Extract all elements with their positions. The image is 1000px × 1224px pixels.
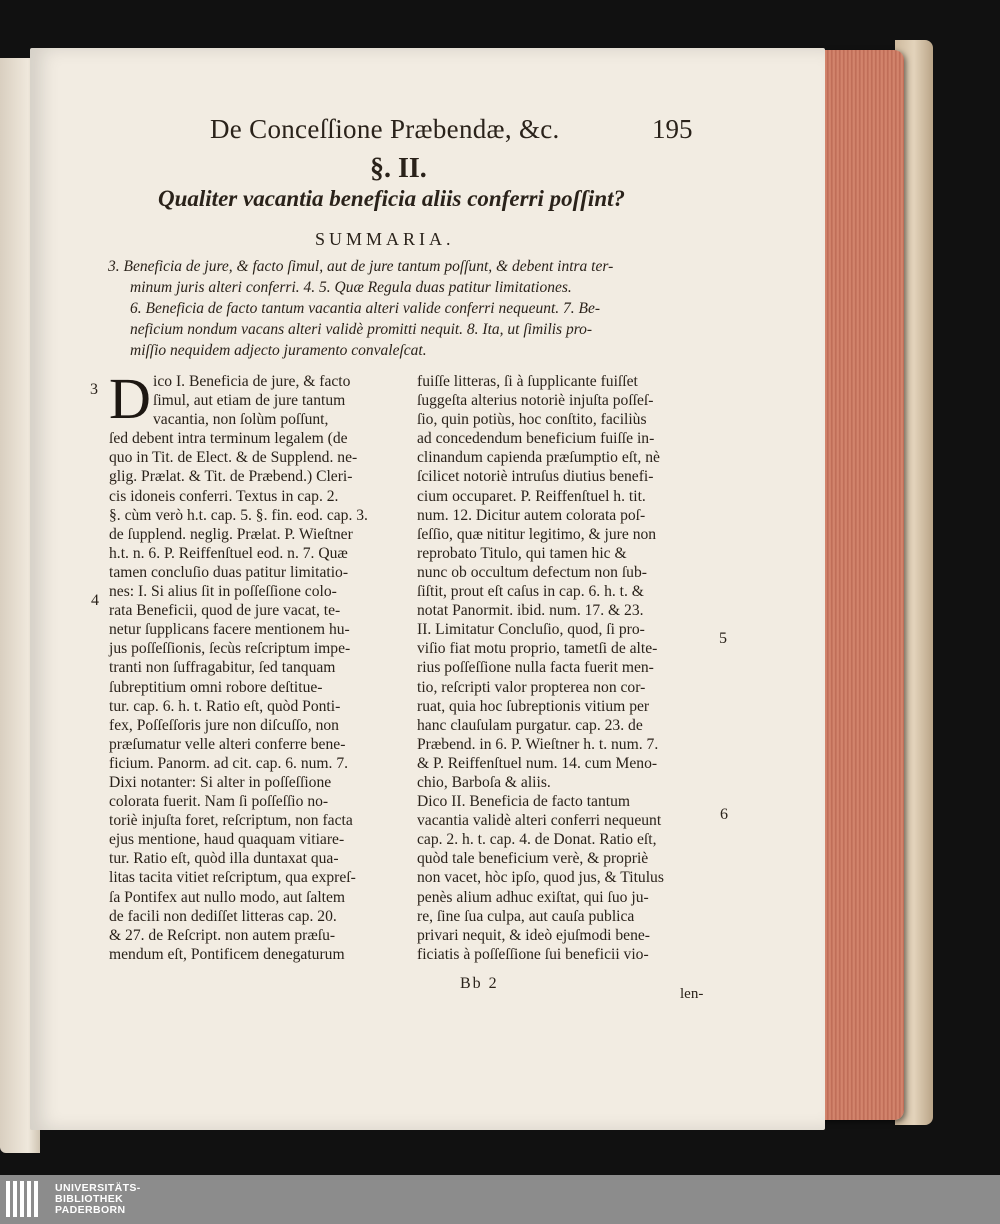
right-column <box>417 372 712 964</box>
text-line: jus poſſeſſionis, ſecùs reſcriptum impe- <box>109 640 351 658</box>
text-line: glig. Prælat. & Tit. de Præbend.) Cleri- <box>109 468 353 486</box>
text-line: toriè injuſta foret, reſcriptum, non facta <box>109 812 353 830</box>
text-line: ſa Pontifex aut nullo modo, aut ſaltem <box>109 888 346 906</box>
summary-line: miſſio nequidem adjecto juramento convaleſcat. <box>130 342 427 359</box>
library-banner <box>0 1175 1000 1224</box>
text-line: fex, Poſſeſſoris jure non diſcuſſo, non <box>109 716 339 734</box>
text-line: mendum eſt, Pontificem denegaturum <box>109 945 345 963</box>
library-name-line: UNIVERSITÄTS- <box>55 1182 141 1194</box>
text-line: netur ſupplicans facere mentionem hu- <box>109 621 350 639</box>
page-number: 195 <box>652 114 693 144</box>
text-line: num. 12. Dicitur autem colorata poſ- <box>417 506 646 524</box>
margin-number: 6 <box>720 806 728 823</box>
text-line: præſumatur velle alteri conferre bene- <box>109 735 346 753</box>
text-line: ſuggeſta alterius notoriè injuſta poſſeſ- <box>417 392 654 410</box>
text-line: & P. Reiffenſtuel num. 14. cum Meno- <box>417 754 658 772</box>
summary-line: neficium nondum vacans alteri validè promitti nequit. 8. Ita, ut ſimilis pro- <box>130 321 593 338</box>
running-header: De Conceſſione Præbendæ, &c. <box>210 114 560 144</box>
text-line: ſeſſio, quæ nititur legitimo, & jure non <box>417 525 657 543</box>
text-line: ruat, quia hoc ſubreptionis vitium per <box>417 697 650 715</box>
text-line: Præbend. in 6. P. Wieſtner h. t. num. 7. <box>417 735 659 753</box>
text-line: tur. Ratio eſt, quòd illa duntaxat qua- <box>109 850 339 868</box>
left-column <box>109 366 409 964</box>
text-line: ad concedendum beneficium fuiſſe in- <box>417 430 655 448</box>
text-line: Dico II. Beneficia de facto tantum <box>417 793 631 811</box>
text-line: privari nequit, & ideò ejuſmodi bene- <box>417 926 650 944</box>
text-line: reprobato Titulo, qui tamen hic & <box>417 544 627 562</box>
text-line: tamen concluſio duas patitur limitatio- <box>109 563 349 581</box>
text-line: Dixi notanter: Si alter in poſſeſſione <box>109 773 332 791</box>
text-line: cis idoneis conferri. Textus in cap. 2. <box>109 487 339 505</box>
text-line: nunc ob occultum defectum non ſub- <box>417 563 647 581</box>
text-line: rata Beneficii, quod de jure vacat, te- <box>109 602 341 620</box>
page-block-edge <box>812 50 904 1120</box>
text-line: de ſupplend. neglig. Prælat. P. Wieſtner <box>109 525 353 543</box>
text-line: tranti non ſuffragabitur, ſed tanquam <box>109 659 336 677</box>
text-line: de facili non dediſſet litteras cap. 20. <box>109 907 337 925</box>
text-line: ſio, quin potiùs, hoc conſtito, faciliùs <box>417 411 647 429</box>
text-line: viſio fiat motu proprio, tametſi de alte- <box>417 640 658 658</box>
text-line: non vacet, hòc ipſo, quod jus, & Titulus <box>417 869 664 887</box>
text-line: hanc clauſulam purgatur. cap. 23. de <box>417 716 643 734</box>
text-line: tur. cap. 6. h. t. Ratio eſt, quòd Ponti- <box>109 697 341 715</box>
text-line: nes: I. Si alius ſit in poſſeſſione colo- <box>109 583 337 601</box>
catchword: len- <box>680 986 704 1002</box>
text-line: h.t. n. 6. P. Reiffenſtuel eod. n. 7. Quæ <box>109 544 348 562</box>
text-line: litas tacita vitiet reſcriptum, qua expreſ- <box>109 869 356 887</box>
section-number: §. II. <box>370 153 427 184</box>
margin-number: 4 <box>91 592 99 609</box>
summary-line: 3. Beneficia de jure, & facto ſimul, aut de jure tantum poſſunt, & debent intra ter- <box>108 258 614 275</box>
text-line: rius poſſeſſione nulla facta fuerit men- <box>417 659 654 677</box>
margin-number: 5 <box>719 630 727 647</box>
text-line: §. cùm verò h.t. cap. 5. §. fin. eod. cap. 3. <box>109 506 368 524</box>
text-line: vacantia, non ſolùm poſſunt, <box>153 411 329 429</box>
summaria-heading: SUMMARIA. <box>315 229 455 249</box>
text-line: ficium. Panorm. ad cit. cap. 6. num. 7. <box>109 754 349 772</box>
library-name-line: BIBLIOTHEK <box>55 1193 124 1205</box>
text-line: chio, Barboſa & aliis. <box>417 773 551 791</box>
summary-line: 6. Beneficia de facto tantum vacantia alteri valide conferri nequeunt. 7. Be- <box>130 300 601 317</box>
text-line: notat Panormit. ibid. num. 17. & 23. <box>417 602 644 620</box>
text-line: quo in Tit. de Elect. & de Supplend. ne- <box>109 449 358 467</box>
section-title: Qualiter vacantia beneficia aliis conferri poſſint? <box>158 186 625 211</box>
text-line: ſed debent intra terminum legalem (de <box>109 430 348 448</box>
text-line: ejus mentione, haud quaquam vitiare- <box>109 831 345 849</box>
text-line: quòd tale beneficium verè, & propriè <box>417 850 649 868</box>
text-line: ſubreptitium omni robore deſtitue- <box>109 678 323 696</box>
text-line: penès alium adhuc exiſtat, qui ſuo ju- <box>417 888 649 906</box>
margin-number: 3 <box>90 381 98 398</box>
library-logo-icon <box>6 1181 46 1217</box>
text-line: cium occuparet. P. Reiffenſtuel h. tit. <box>417 487 646 505</box>
text-line: & 27. de Reſcript. non autem præſu- <box>109 926 336 944</box>
drop-cap: D <box>109 366 151 431</box>
summary-line: minum juris alteri conferri. 4. 5. Quæ Regula duas patitur limitationes. <box>130 279 572 296</box>
text-line: colorata fuerit. Nam ſi poſſeſſio no- <box>109 793 329 811</box>
text-line: ficiatis à poſſeſſione ſui beneficii vio- <box>417 945 649 963</box>
text-line: ſcilicet notoriè intruſus diutius benefi- <box>417 468 654 486</box>
library-name-line: PADERBORN <box>55 1204 126 1216</box>
text-line: fuiſſe litteras, ſi à ſupplicante fuiſſet <box>417 373 638 390</box>
text-line: cap. 2. h. t. cap. 4. de Donat. Ratio eſt, <box>417 831 657 849</box>
text-line: II. Limitatur Concluſio, quod, ſi pro- <box>417 621 645 639</box>
text-line: ſiſtit, prout eſt caſus in cap. 6. h. t. & <box>417 583 644 601</box>
text-line: tio, reſcripti valor propterea non cor- <box>417 678 646 696</box>
text-line: vacantia validè alteri conferri nequeunt <box>417 812 662 830</box>
text-line: clinandum capienda præſumptio eſt, nè <box>417 449 660 467</box>
text-line: ico I. Beneficia de jure, & facto <box>153 373 351 390</box>
text-line: re, ſine ſua culpa, aut cauſa publica <box>417 907 635 925</box>
signature-mark: Bb 2 <box>460 975 499 992</box>
text-line: ſimul, aut etiam de jure tantum <box>153 392 346 410</box>
